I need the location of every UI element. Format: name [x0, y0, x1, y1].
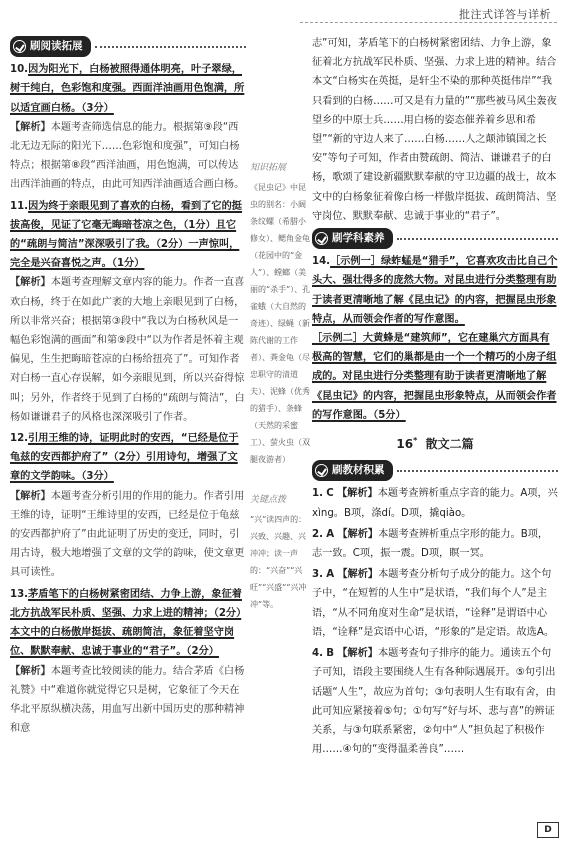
question-number: 4.	[312, 648, 323, 660]
section-header-literacy	[312, 226, 558, 252]
answer-letter: B	[326, 648, 334, 660]
star-icon: *	[413, 436, 418, 446]
header-divider	[300, 22, 557, 23]
analysis-text: 本题考查辨析重点字音的能力。A项，兴xìng。B项，涤dí。D项，撬qiào。	[312, 488, 558, 519]
question-number: 12.	[10, 433, 29, 445]
question-14	[312, 252, 558, 425]
section-title: 刷阅读拓展	[30, 40, 83, 52]
question-3	[312, 565, 558, 642]
analysis-tag: 【解析】	[10, 665, 51, 677]
question-10	[10, 60, 246, 194]
question-number: 13.	[10, 588, 29, 600]
lesson-title: 散文二篇	[425, 437, 474, 452]
lesson-number: 16	[396, 437, 414, 452]
note-text: 《昆虫记》中昆虫的别名：小阔条纹螺（希腊小修女）、鳃角金龟（花园中的“金人”）、螳螂（美丽的“杀手”）、孔雀蛾（大自然的奇迹）、绿蝇（新陈代谢的工作者）、粪金龟（尽忠职守的清道夫）、泥蜂（优秀的猎手）、条蜂（天然的采蜜工）、萤火虫（双腿夜游者）	[250, 183, 311, 464]
continued-analysis: 志”可知，茅盾笔下的白杨树紧密团结、力争上游，象征着北方抗战军民朴质、坚强、力求上进的精神。结合本文“白杨实在英挺，是轩尘不染的那种英挺伟岸”“我只看到的白杨……可又是有力量的”“那些被马风尘轰夜望乡的中原士兵……用白杨的姿态催养着乡思和希望”“新的守边人来了……白杨……人之颠沛镇国之长安”等句子可知，作者由赞疏朗、简洁、谦谦君子的白杨，歌颂了建设新疆默默奉献的守卫边疆的战士，故本文中的白杨象征着像白杨一样傲岸挺拔、疏朗简洁、坚守岗位、默默奉献、忠诚于事业的“君子”。	[312, 38, 557, 222]
analysis-text: 本题考查辨析重点字形的能力。B项，志一致。C项，振一震。D项，瞑一冥。	[312, 528, 549, 560]
question-answer: 因为终于亲眼见到了喜欢的白杨，看到了它的挺拔高俊，见证了它毫无晦暗苍凉之色，（1分）且它的“疏朗与简洁”深深吸引了我。（2分）一声惊叫，完全是兴奋喜悦之声。（1分）	[10, 200, 242, 270]
left-column	[10, 34, 246, 740]
answer-letter: A	[326, 528, 335, 540]
example-two: ［示例二］大黄蜂是“建筑师”，它在建巢穴方面具有极高的智慧，它们的巢都是由一个一个精巧的小房子组成的。对昆虫进行分类整理有助于读者更清晰地了解《昆虫记》的内容，把握昆虫形象特点，从而领会作者的写作意图。（5分）	[312, 333, 557, 421]
question-1	[312, 484, 558, 522]
question-answer: 茅盾笔下的白杨树紧密团结、力争上游，象征着北方抗战军民朴质、坚强、力求上进的精神；（2分）本文中的白杨傲岸挺拔、疏朗简洁，象征着坚守岗位、默默奉献、忠诚于事业的“君子”。（2分）	[10, 588, 242, 658]
section-divider	[397, 238, 559, 240]
analysis	[10, 662, 246, 739]
question-4	[312, 644, 558, 759]
analysis	[10, 487, 246, 583]
analysis-tag: 【解析】	[337, 648, 378, 660]
question-answer: 引用王维的诗，证明此时的安西，“已经是位于龟兹的安西都护府了”（2分）引用诗句，增强了文章的文学韵味。（3分）	[10, 433, 239, 483]
question-number: 14.	[312, 256, 331, 268]
right-column	[312, 34, 558, 761]
question-number: 3.	[312, 569, 323, 581]
analysis-text: 本题考查比较阅读的能力。结合茅盾《白杨礼赞》中“难道你就觉得它只是树，它象征了今天在华北平原纵横决荡，用血写出新中国历史的那种精神和意	[10, 665, 245, 735]
question-2	[312, 525, 558, 563]
margin-notes	[250, 160, 312, 613]
section-header-reading	[10, 34, 246, 60]
analysis-text: 本题考查句子排序的能力。通读五个句子可知，语段主要围绕人生有各种际遇展开。⑤句引出话题“人生”，故应为首句；③句表明人生有取有舍，由此可知应紧接着⑤句；①句写“好与坏、悲与喜”的辨证关系，与③句联系紧密，②句中“人”担负起了积极作用……④句的“变得温柔善良”……	[312, 648, 556, 756]
note-title: 知识拓展	[250, 163, 287, 173]
analysis-tag: 【解析】	[10, 121, 51, 133]
section-divider	[397, 470, 559, 472]
analysis-tag: 【解析】	[337, 528, 379, 540]
question-number: 10.	[10, 64, 29, 76]
question-number: 11.	[10, 200, 29, 212]
answer-letter: A	[326, 569, 335, 581]
key-point-title: 关键点拨	[250, 495, 287, 505]
analysis-text: 本题考查理解文章内容的能力。作者一直喜欢白杨，终于在如此广袤的大地上亲眼见到了白杨，所以非常兴奋；根据第③段中“我以为白杨秋风是一幅色彩饱满的画面”和第⑨段中“以为作者是怀着主观偏见，生生把晦暗苍凉的白杨给扭亮了”。可知作者对白杨一直心存误解，如今亲眼见到，所以兴奋得惊叫；另外，作者终于见到了白杨的“疏朗与简洁”，白杨如谦谦君子的风格也深深吸引了作者。	[10, 277, 245, 423]
analysis	[10, 273, 246, 427]
page-tag: D	[537, 822, 559, 838]
section-title: 刷教材积累	[332, 464, 385, 477]
analysis-tag: 【解析】	[336, 488, 378, 500]
question-11	[10, 197, 246, 427]
section-badge-literacy	[312, 228, 393, 249]
question-12	[10, 429, 246, 583]
question-number: 1.	[312, 488, 323, 500]
analysis-tag: 【解析】	[337, 569, 379, 581]
example-one: ［示例一］绿蚱蜢是“猎手”，它喜欢攻击比自己个头大、强壮得多的庞然大物。对昆虫进行分类整理有助于读者更清晰地了解《昆虫记》的内容，把握昆虫形象特点，从而领会作者的写作意图。	[312, 256, 558, 325]
section-title: 刷学科素养	[332, 232, 385, 245]
analysis	[10, 118, 246, 195]
question-13	[10, 585, 246, 739]
check-icon	[315, 232, 328, 245]
section-badge-textbook	[312, 460, 393, 481]
analysis-text: 本题考查分析引用的作用的能力。作者引用王维的诗，证明“王维诗里的安西，已经是位于龟兹的安西都护府了”由此证明了历史的变迁，同时，引用古诗，极大地增强了文章的文学的韵味，使文章更具可读性。	[10, 490, 245, 579]
section-header-textbook	[312, 458, 558, 484]
key-point-text: “兴”读四声的：兴致、兴趣、兴冲冲；读一声的：“兴奋”“兴旺”“兴盛”“兴冲冲”等。	[250, 515, 307, 609]
analysis-tag: 【解析】	[10, 277, 51, 289]
page-header: 批注式详答与详析	[459, 8, 551, 21]
check-icon	[13, 40, 26, 53]
section-divider	[95, 46, 247, 48]
analysis-text: 本题考查分析句子成分的能力。这个句子中，“在短暂的人生中”是状语，“我们每个人”是主语，“从不同角度对生命”是状语，“诠释”是谓语中心语，“诠释”是宾语中心语，“形象的”是定语。故选A。	[312, 569, 555, 638]
question-number: 2.	[312, 528, 323, 540]
question-answer: 因为阳光下，白杨被照得通体明亮，叶子翠绿，树干纯白，色彩饱和度强。西面洋油画用色饱满，所以适宜画白杨。（3分）	[10, 64, 245, 114]
check-icon	[315, 464, 328, 477]
analysis-text: 本题考查筛选信息的能力。根据第⑨段“西北无边无际的阳光下……色彩饱和度强”，可知白杨特点；根据第⑧段“西洋油画，用色饱满，可以传达出西洋油画的特点，由此可知西洋油画适合画白杨。	[10, 121, 245, 191]
section-badge-reading	[10, 36, 91, 57]
analysis-tag: 【解析】	[10, 490, 51, 502]
answer-letter: C	[326, 488, 334, 500]
lesson-heading	[312, 431, 558, 454]
